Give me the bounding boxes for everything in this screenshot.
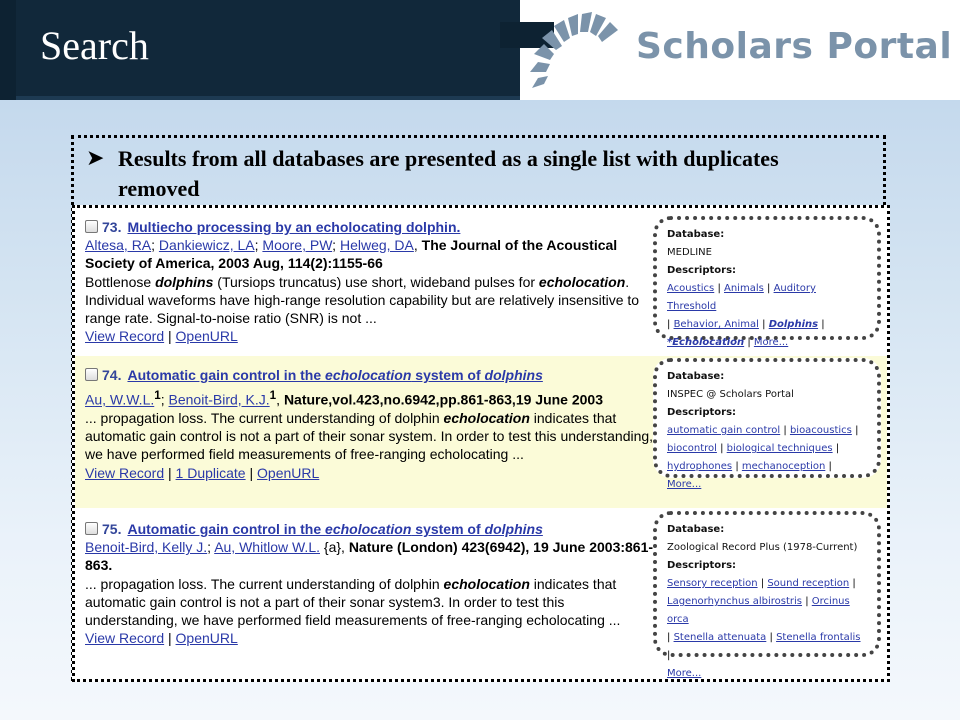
scholars-portal-logo-icon xyxy=(530,10,630,94)
database-label: Database: xyxy=(667,371,725,382)
search-results-panel xyxy=(72,205,890,682)
descriptor-link[interactable]: Orcinus orca xyxy=(667,596,850,625)
result-title-link[interactable]: Multiecho processing by an echolocating dolphin. xyxy=(127,219,461,235)
result-snippet: Bottlenose dolphins (Tursiops truncatus) use short, wideband pulses for echolocation. Individual waveforms have high-range resolution capability but are relatively insensitive to range rate. Signal-to-noise ratio (SNR) is not ... xyxy=(85,273,640,327)
title-panel xyxy=(16,0,520,100)
database-label: Database: xyxy=(667,229,725,240)
author-link[interactable]: Au, W.W.L. xyxy=(85,391,155,408)
descriptor-link[interactable]: Sound reception xyxy=(767,578,850,589)
author-link[interactable]: Moore, PW xyxy=(262,237,333,254)
result-body: 75. Automatic gain control in the echolocation system of dolphins Benoit-Bird, Kelly J.; Au, Whitlow W.L. {a}, Nature (London) 423(6942), 19 June 2003:861-863. ... propagation loss. The current understanding of dolphin echolocation indicates that automatic gain control is not a part of their sonar system3. In order to test this understanding, we have performed field measurements of free-ranging echolocating ... View Record | OpenURL xyxy=(85,521,654,647)
result-snippet: ... propagation loss. The current understanding of dolphin echolocation indicates that automatic gain control is not a part of their sonar system. In order to test this understanding, we have performed field measurements of free-ranging echolocating ... xyxy=(85,410,654,463)
descriptor-link[interactable]: Auditory Threshold xyxy=(667,283,816,312)
descriptor-link[interactable]: Behavior, Animal xyxy=(673,319,759,330)
bullet-text: Results from all databases are presented as a single list with duplicates removed xyxy=(118,146,779,201)
author-link[interactable]: Benoit-Bird, K.J. xyxy=(168,391,270,408)
result-number: 74. xyxy=(102,367,122,383)
descriptor-link[interactable]: Dolphins xyxy=(768,319,819,330)
duplicate-link[interactable]: 1 Duplicate xyxy=(175,464,246,481)
descriptor-link[interactable]: Stenella frontalis xyxy=(776,632,861,643)
database-name: Zoological Record Plus (1978-Current) xyxy=(667,542,858,553)
more-descriptors-link[interactable]: More... xyxy=(753,337,789,348)
result-number: 73. xyxy=(102,219,122,235)
database-metadata-callout: Database: Zoological Record Plus (1978-Current) Descriptors: Sensory reception | Sound reception | Lagenorhynchus albirostris | Orcinus orca | Stenella attenuata | Stenella frontalis | More... xyxy=(653,511,881,657)
descriptor-link[interactable]: mechanoception xyxy=(741,461,826,472)
bullet-arrow-icon: ➤ xyxy=(86,146,105,171)
result-source: Nature,vol.423,no.6942,pp.861-863,19 June 2003 xyxy=(283,391,603,408)
result-source: The Journal of the Acoustical Society of America, 2003 Aug, 114(2):1155-66 xyxy=(85,237,618,272)
database-metadata-callout: Database: MEDLINE Descriptors: Acoustics | Animals | Auditory Threshold | Behavior, Animal | Dolphins | *Echolocation | More... xyxy=(653,216,881,340)
more-descriptors-link[interactable]: More... xyxy=(667,479,702,490)
author-link[interactable]: Au, Whitlow W.L. xyxy=(214,539,320,556)
result-source: Nature (London) 423(6942), 19 June 2003:861-863. xyxy=(85,539,654,574)
openurl-link[interactable]: OpenURL xyxy=(257,464,320,481)
descriptor-link[interactable]: Lagenorhynchus albirostris xyxy=(667,596,803,607)
slide-title: Search xyxy=(40,23,149,68)
database-name: MEDLINE xyxy=(667,247,712,258)
descriptor-link[interactable]: biological techniques xyxy=(726,443,833,454)
view-record-link[interactable]: View Record xyxy=(85,464,165,481)
descriptors-label: Descriptors: xyxy=(667,560,737,571)
select-checkbox[interactable] xyxy=(85,220,98,233)
result-body: 73. Multiecho processing by an echolocating dolphin. Altesa, RA; Dankiewicz, LA; Moore, PW; Helweg, DA, The Journal of the Acoustical Society of America, 2003 Aug, 114(2):1155-66 Bottlenose dolphins (Tursiops truncatus) use short, wideband pulses for echolocation. Individual waveforms have high-range resolution capability but are relatively insensitive to range rate. Signal-to-noise ratio (SNR) is not ... View Record | OpenURL xyxy=(85,218,655,345)
header-bar xyxy=(0,0,960,100)
descriptor-link[interactable]: Stenella attenuata xyxy=(673,632,767,643)
author-link[interactable]: Altesa, RA xyxy=(85,237,152,254)
descriptors-label: Descriptors: xyxy=(667,407,737,418)
result-body: 74. Automatic gain control in the echolocation system of dolphins Au, W.W.L.$^1$; Benoit-Bird, K.J.$^1$, Nature,vol.423,no.6942,pp.861-863,19 June 2003 ... propagation loss. The current understanding of dolphin echolocation indicates that automatic gain control is not a part of their sonar system. In order to test this understanding, we have performed field measurements of free-ranging echolocating ... View Record | 1 Duplicate | OpenURL xyxy=(85,367,654,481)
result-title-link[interactable]: Automatic gain control in the echolocation system of dolphins xyxy=(127,521,543,537)
openurl-link[interactable]: OpenURL xyxy=(175,328,238,345)
author-link[interactable]: Dankiewicz, LA xyxy=(158,237,255,254)
result-snippet: ... propagation loss. The current understanding of dolphin echolocation indicates that automatic gain control is not a part of their sonar system3. In order to test this understanding, we have performed field measurements of free-ranging echolocating ... xyxy=(85,575,621,629)
database-label: Database: xyxy=(667,524,725,535)
database-name: INSPEC @ Scholars Portal xyxy=(667,389,794,400)
descriptor-link[interactable]: bioacoustics xyxy=(789,425,852,436)
author-link[interactable]: Helweg, DA xyxy=(339,237,414,254)
descriptor-link[interactable]: Animals xyxy=(724,283,764,294)
view-record-link[interactable]: View Record xyxy=(85,328,165,345)
openurl-link[interactable]: OpenURL xyxy=(175,630,238,647)
descriptor-link[interactable]: Acoustics xyxy=(667,283,715,294)
descriptor-link[interactable]: hydrophones xyxy=(667,461,733,472)
descriptor-link[interactable]: biocontrol xyxy=(667,443,717,454)
descriptor-link[interactable]: *Echolocation xyxy=(667,337,745,348)
descriptors-label: Descriptors: xyxy=(667,265,737,276)
result-title-link[interactable]: Automatic gain control in the echolocation system of dolphins xyxy=(127,367,543,383)
descriptor-link[interactable]: automatic gain control xyxy=(667,425,781,436)
result-number: 75. xyxy=(102,521,122,537)
scholars-portal-logo-text: Scholars Portal xyxy=(636,26,953,67)
more-descriptors-link[interactable]: More... xyxy=(667,668,702,679)
descriptor-link[interactable]: Sensory reception xyxy=(667,578,758,589)
select-checkbox[interactable] xyxy=(85,522,98,535)
view-record-link[interactable]: View Record xyxy=(85,630,165,647)
author-link[interactable]: Benoit-Bird, Kelly J. xyxy=(85,539,208,556)
database-metadata-callout: Database: INSPEC @ Scholars Portal Descriptors: automatic gain control | bioacoustics | biocontrol | biological techniques | hydrophones | mechanoception | More... xyxy=(653,358,881,478)
select-checkbox[interactable] xyxy=(85,368,98,381)
